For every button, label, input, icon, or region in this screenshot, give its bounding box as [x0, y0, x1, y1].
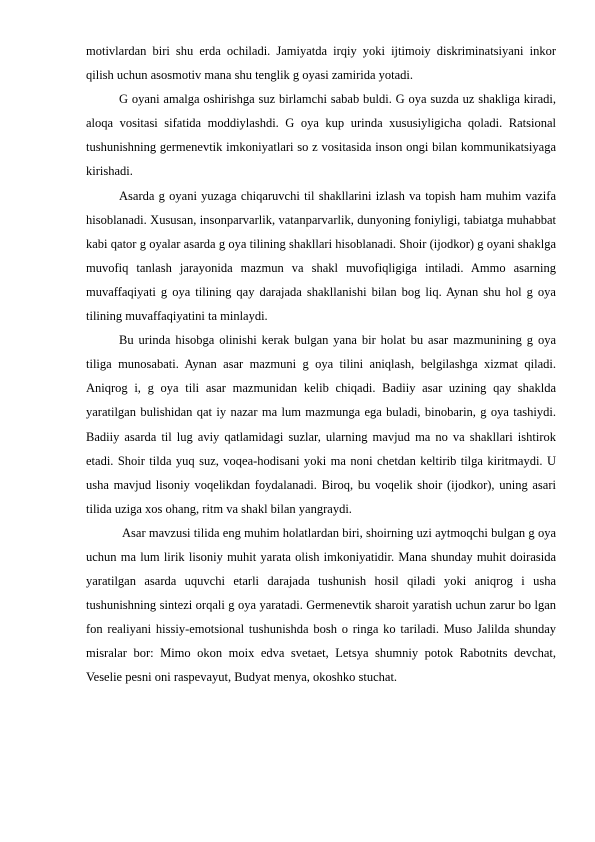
document-page — [86, 39, 556, 690]
paragraph-4: Bu urinda hisobga olinishi kerak bulgan yana bir holat bu asar mazmunining g oya tiliga munosabati. Aynan asar mazmuni g oya tilini aniqlash, belgilashga xizmat qiladi. Aniqrog i, g oya tili asar mazmunidan kelib chiqadi. Badiiy asar uzining qay shaklda yaratilgan bulishidan qat iy nazar ma lum mazmunga ega buladi, binobarin, g oya tashiydi. Badiiy asarda til lug aviy qatlamidagi suzlar, ularning mavjud ma no va shakllari ishtirok etadi. Shoir tilda yuq suz, voqea-hodisani yoki ma noni chetdan keltirib tilga kiritmaydi. U usha mavjud lisoniy voqelikdan foydalanadi. Biroq, bu voqelik shoir (ijodkor), uning asari tilida uziga xos ohang, ritm va shakl bilan yangraydi. — [86, 333, 556, 516]
paragraph-5: Asar mavzusi tilida eng muhim holatlardan biri, shoirning uzi aytmoqchi bulgan g oya uchun ma lum lirik lisoniy muhit yarata olish imkoniyatidir. Mana shunday muhit doirasida yaratilgan asarda uquvchi etarli darajada tushunish hosil qiladi yoki aniqrog i usha tushunishning sintezi orqali g oya yaratadi. Germenevtik sharoit yaratish uchun zarur bo lgan fon realiyani hissiy-emotsional tushunishda bosh o ringa ko tariladi. Muso Jalilda shunday misralar bor: Mimo okon moix edva svetaet, Letsya shumniy potok Rabotnits devchat, Veselie pesni oni raspevayut, Budyat menya, okoshko stuchat. — [86, 525, 556, 685]
paragraph-3: Asarda g oyani yuzaga chiqaruvchi til shakllarini izlash va topish ham muhim vazifa hisoblanadi. Xususan, insonparvarlik, vatanparvarlik, dunyoning foniyligi, tabiatga muhabbat kabi qator g oyalar asarda g oya tilining shakllari hisoblanadi. Shoir (ijodkor) g oyani shaklga muvofiq tanlash jarayonida mazmun va shakl muvofiqligiga intiladi. Ammo asarning muvaffaqiyati g oya tilining qay darajada shakllanishi bilan bog liq. Aynan shu hol g oya tilining muvaffaqiyatini ta minlaydi. — [86, 188, 556, 324]
paragraph-1: motivlardan biri shu erda ochiladi. Jamiyatda irqiy yoki ijtimoiy diskriminatsiyani inkor qilish uchun asosmotiv mana shu tenglik g oyasi zamirida yotadi. — [86, 44, 556, 83]
paragraph-2: G oyani amalga oshirishga suz birlamchi sabab buldi. G oya suzda uz shakliga kiradi, aloqa vositasi sifatida moddiylashdi. G oya kup urinda xususiyligicha qoladi. Ratsional tushunishning germenevtik imkoniyatlari so z vositasida inson ongi bilan kommunikatsiyaga kirishadi. — [86, 92, 556, 179]
